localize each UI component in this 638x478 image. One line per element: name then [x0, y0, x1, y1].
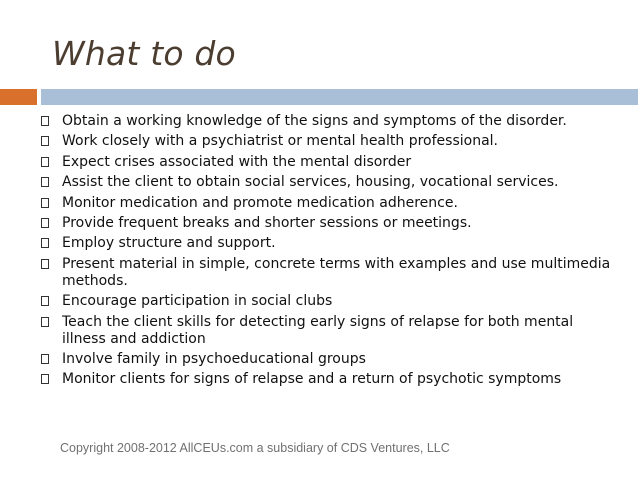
square-bullet-icon: [41, 198, 49, 208]
list-item: [40, 215, 615, 232]
list-item: [40, 235, 615, 252]
bullet-text: Present material in simple, concrete terms with examples and use multimedia methods.: [62, 255, 611, 289]
bullet-list: [40, 113, 615, 392]
square-bullet-icon: [41, 157, 49, 167]
copyright-footer: Copyright 2008-2012 AllCEUs.com a subsidiary of CDS Ventures, LLC: [60, 441, 450, 455]
list-item: [40, 293, 615, 310]
square-bullet-icon: [41, 238, 49, 248]
bullet-text: Work closely with a psychiatrist or mental health professional.: [62, 133, 498, 150]
square-bullet-icon: [41, 354, 49, 364]
bullet-text: Involve family in psychoeducational groups: [62, 350, 366, 367]
bullet-text: Obtain a working knowledge of the signs and symptoms of the disorder.: [62, 113, 567, 129]
square-bullet-icon: [41, 116, 49, 126]
list-item: [40, 256, 615, 290]
bullet-text: Monitor medication and promote medication adherence.: [62, 194, 458, 211]
slide-title: What to do: [52, 34, 236, 73]
square-bullet-icon: [41, 296, 49, 306]
bullet-text: Encourage participation in social clubs: [62, 293, 333, 310]
square-bullet-icon: [41, 317, 49, 327]
list-item: [40, 351, 615, 368]
square-bullet-icon: [41, 259, 49, 269]
bullet-text: Assist the client to obtain social services, housing, vocational services.: [62, 174, 559, 191]
list-item: [40, 154, 615, 171]
square-bullet-icon: [41, 177, 49, 187]
bullet-text: Expect crises associated with the mental disorder: [62, 153, 412, 170]
square-bullet-icon: [41, 374, 49, 384]
list-item: [40, 174, 615, 191]
list-item: [40, 133, 615, 150]
square-bullet-icon: [41, 218, 49, 228]
bullet-text: Monitor clients for signs of relapse and a return of psychotic symptoms: [62, 371, 562, 388]
list-item: [40, 314, 615, 348]
list-item: [40, 195, 615, 212]
list-item: [40, 371, 615, 388]
square-bullet-icon: [41, 136, 49, 146]
list-item: [40, 113, 615, 130]
title-divider-bar: [41, 89, 638, 105]
bullet-text: Employ structure and support.: [62, 235, 276, 252]
bullet-text: Teach the client skills for detecting early signs of relapse for both mental illness and addiction: [62, 313, 574, 347]
title-accent-bar: [0, 89, 37, 105]
bullet-text: Provide frequent breaks and shorter sessions or meetings.: [62, 214, 472, 231]
